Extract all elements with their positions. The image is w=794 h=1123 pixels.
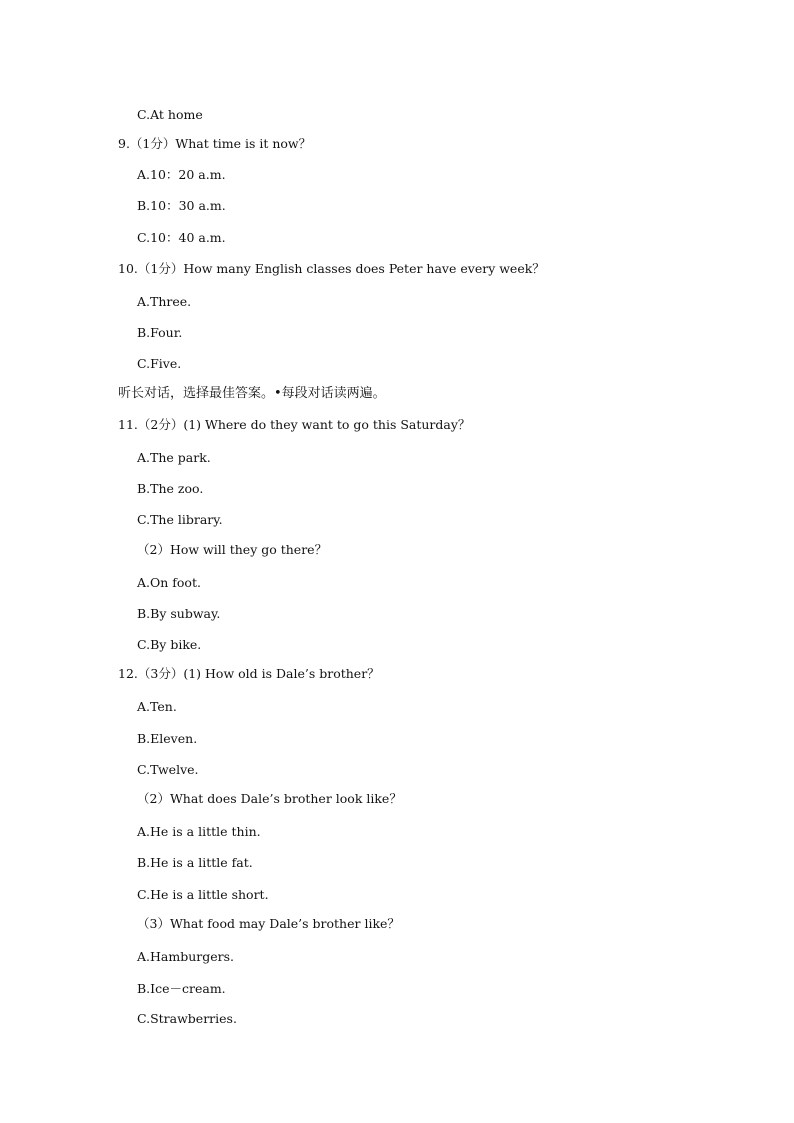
question-11-2-option-b: B.By subway. — [137, 606, 221, 621]
question-12-2-option-a: A.He is a little thin. — [137, 824, 261, 839]
question-11-2-option-a: A.On foot. — [137, 575, 201, 590]
question-9-stem: 9.（1分）What time is it now？ — [118, 136, 312, 151]
section-heading: 听长对话，选择最佳答案。•每段对话读两遍。 — [118, 386, 386, 401]
question-12-1-option-a: A.Ten. — [137, 699, 177, 714]
question-12-3-option-c: C.Strawberries. — [137, 1011, 237, 1026]
question-11-sub-2: （2）How will they go there？ — [137, 542, 328, 557]
question-12-1-option-c: C.Twelve. — [137, 762, 199, 777]
question-12-3-option-b: B.Ice－cream. — [137, 981, 226, 996]
question-10-option-c: C.Five. — [137, 356, 182, 371]
question-12-sub-2: （2）What does Dale’s brother look like？ — [137, 791, 402, 806]
question-9-option-b: B.10：30 a.m. — [137, 198, 226, 213]
question-11-1-option-c: C.The library. — [137, 512, 223, 527]
question-12-stem: 12.（3分）(1) How old is Dale’s brother？ — [118, 666, 380, 681]
question-10-option-b: B.Four. — [137, 325, 183, 340]
question-11-2-option-c: C.By bike. — [137, 637, 202, 652]
prev-option-c: C.At home — [137, 107, 203, 122]
question-12-1-option-b: B.Eleven. — [137, 731, 198, 746]
question-12-sub-3: （3）What food may Dale’s brother like？ — [137, 916, 400, 931]
question-10-option-a: A.Three. — [137, 294, 192, 309]
question-10-stem: 10.（1分）How many English classes does Peter have every week？ — [118, 261, 545, 276]
question-9-option-c: C.10：40 a.m. — [137, 230, 226, 245]
question-12-2-option-b: B.He is a little fat. — [137, 855, 253, 870]
question-9-option-a: A.10：20 a.m. — [137, 167, 226, 182]
question-12-2-option-c: C.He is a little short. — [137, 887, 269, 902]
question-11-1-option-a: A.The park. — [137, 450, 211, 465]
question-11-1-option-b: B.The zoo. — [137, 481, 204, 496]
question-11-stem: 11.（2分）(1) Where do they want to go this Saturday？ — [118, 417, 471, 432]
question-12-3-option-a: A.Hamburgers. — [137, 949, 234, 964]
